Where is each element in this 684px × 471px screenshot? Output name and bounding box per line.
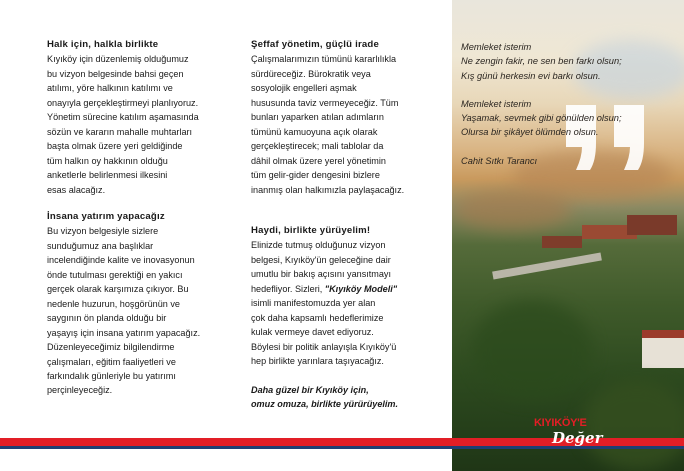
section-haydi-birlikte xyxy=(251,224,449,411)
text-line: önde tutulması gerektiği en yakıcı xyxy=(47,269,183,280)
text-line: dâhil olmak üzere yerel yönetimin xyxy=(251,155,386,166)
section-heading: İnsana yatırım yapacağız xyxy=(47,210,165,222)
section-heading: Haydi, birlikte yürüyelim! xyxy=(251,224,371,236)
poem-stanza xyxy=(461,97,681,140)
text-line: tümünü kamuoyuna açık olarak xyxy=(251,126,378,137)
text-line: Böylesi bir politik anlayışla Kıyıköy'ü xyxy=(251,341,397,352)
kiyikoye-deger-logo xyxy=(534,417,603,447)
text-line: tüm gelir-gider dengesini bizlere xyxy=(251,170,380,181)
text-line: başta olmak üzere yeri geldiğinde xyxy=(47,141,183,152)
logo-line1: KIYIKÖY'E xyxy=(534,417,587,429)
right-column xyxy=(251,38,449,424)
text-line: sosyolojik engelleri aşmak xyxy=(251,83,357,94)
text-line: belgesi, Kıyıköy'ün geleceğine dair xyxy=(251,254,391,265)
text-line xyxy=(251,282,449,296)
text-line: perçinleyeceğiz. xyxy=(47,385,113,396)
text-line: atılımı, yöre halkının katılımı ve xyxy=(47,83,173,94)
text-line: sürdüreceğiz. Bürokratik veya xyxy=(251,68,371,79)
text-line: anketlerle belirlenmesi ilkesini xyxy=(47,170,168,181)
text-line: bunları yaparken atılan adımların xyxy=(251,112,384,123)
text-line: onayıyla gerçekleştirmeyi planlıyoruz. xyxy=(47,97,199,108)
poem-line: Memleket isterim xyxy=(461,98,532,109)
text-line: Yönetim sürecine katılım aşamasında xyxy=(47,112,199,123)
text-line: hususunda taviz vermeyeceğiz. Tüm xyxy=(251,97,399,108)
text-line: saygının ön planda olduğu bir xyxy=(47,313,167,324)
poem-line: Yaşamak, sevmek gibi gönülden olsun; xyxy=(461,113,622,124)
poem-line: Memleket isterim xyxy=(461,42,532,52)
poem-line: Olursa bir şikâyet ölümden olsun. xyxy=(461,127,599,138)
text-line: gerçekleştirecek; mali tablolar da xyxy=(251,141,384,152)
text-line: kulak vermeye davet ediyoruz. xyxy=(251,327,374,338)
section-heading: Halk için, halkla birlikte xyxy=(47,39,159,50)
text-line: umutlu bir bakış açısını yansıtmayı xyxy=(251,269,391,280)
emphasis-kiyikoy-modeli: "Kıyıköy Modeli" xyxy=(324,283,398,294)
text-line: Bu vizyon belgesiyle sizlere xyxy=(47,226,159,237)
poem-author: Cahit Sıtkı Tarancı xyxy=(461,155,538,166)
section-seffaf-yonetim xyxy=(251,38,449,197)
text-line: omuz omuza, birlikte yürürüyelim. xyxy=(251,398,399,409)
text-line: bu vizyon belgesinde bahsi geçen xyxy=(47,68,184,79)
text-line: Kıyıköy için düzenlemiş olduğumuz xyxy=(47,54,189,65)
text-line: sözün ve kararın mahalle muhtarları xyxy=(47,126,193,137)
logo-line2: Değer xyxy=(552,429,603,447)
text-line: Elinizde tutmuş olduğunuz vizyon xyxy=(251,240,386,251)
text-line: Çalışmalarımızın tümünü kararlılıkla xyxy=(251,54,397,65)
section-heading: Şeffaf yönetim, güçlü irade xyxy=(251,39,380,50)
text-line: tüm halkın oy hakkının olduğu xyxy=(47,155,168,166)
poem-stanza xyxy=(461,40,681,83)
text-line: yaşayış için insana yatırım yapacağız. xyxy=(47,327,201,338)
poem-block xyxy=(461,40,681,168)
section-insana-yatirim xyxy=(47,210,247,398)
text-line: sunduğumuz ana başlıklar xyxy=(47,240,154,251)
section-halk-icin xyxy=(47,38,247,197)
text-line: Düzenleyeceğimiz bilgilendirme xyxy=(47,342,175,353)
text-fragment: hedefliyor. Sizleri, xyxy=(251,283,325,294)
text-line: nedenle huzurun, hoşgörünün ve xyxy=(47,298,180,309)
text-line: hep birlikte yarınlara taşıyacağız. xyxy=(251,356,384,367)
text-line: çok daha kapsamlı hedeflerimize xyxy=(251,312,384,323)
text-line: gerçek olarak karşımıza çıkıyor. Bu xyxy=(47,284,189,295)
text-line: farkındalık günleriyle bu yatırımı xyxy=(47,370,176,381)
text-line: inanmış olan halkımızla paylaşacağız. xyxy=(251,184,405,195)
text-line: Daha güzel bir Kıyıköy için, xyxy=(251,384,369,395)
text-line: esas alacağız. xyxy=(47,184,106,195)
text-line: çalışmaları, eğitim faaliyetleri ve xyxy=(47,356,176,367)
left-column xyxy=(47,38,247,411)
text-line: incelendiğinde kalite ve inovasyonun xyxy=(47,255,195,266)
text-line: isimli manifestomuzda yer alan xyxy=(251,298,376,309)
closing-slogan xyxy=(251,383,449,412)
poem-line: Kış günü herkesin evi barkı olsun. xyxy=(461,70,601,81)
poem-line: Ne zengin fakir, ne sen ben farkı olsun; xyxy=(461,56,622,67)
